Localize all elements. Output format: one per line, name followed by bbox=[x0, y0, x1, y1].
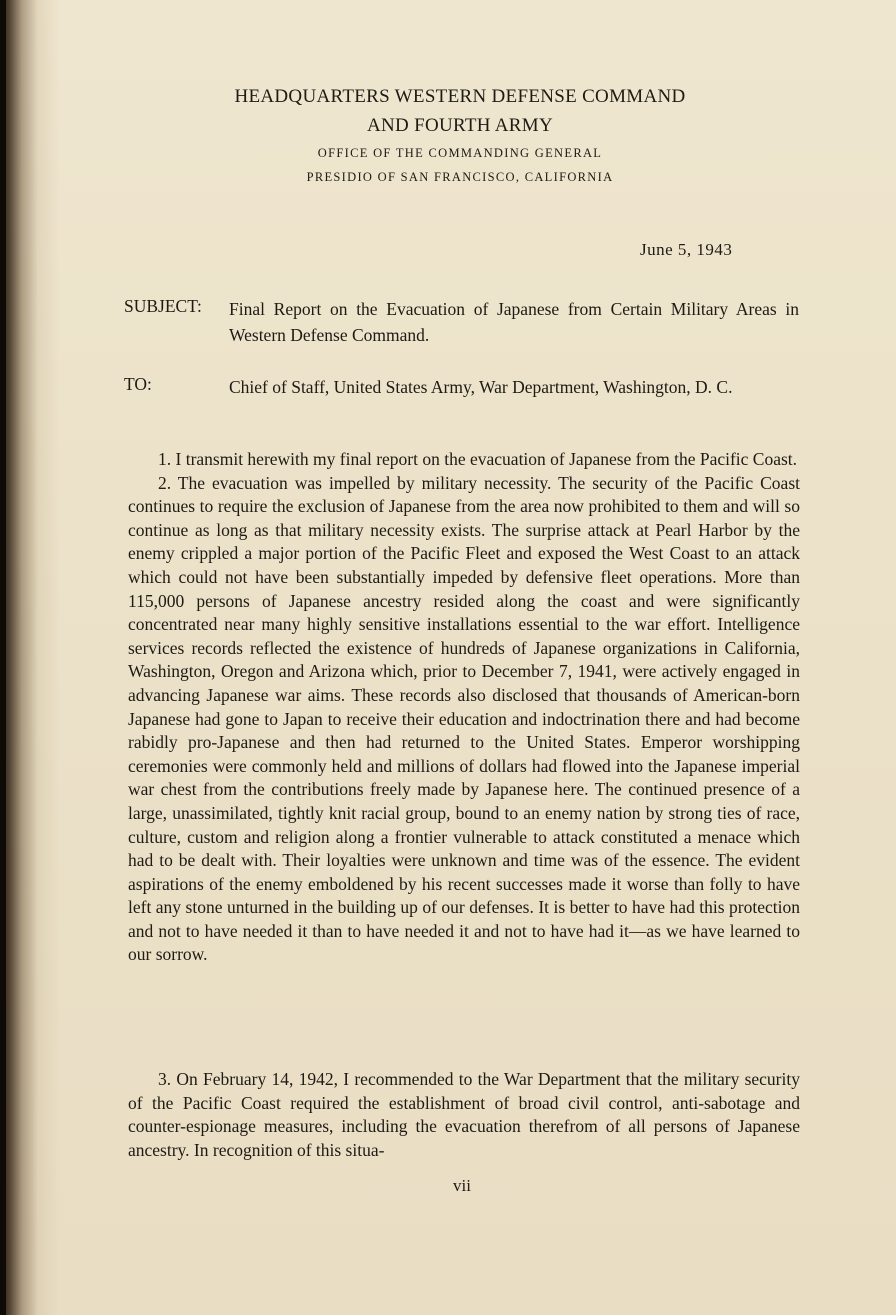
paragraph-1: 1. I transmit herewith my final report on the evacuation of Japanese from the Pacific Coast. bbox=[158, 449, 798, 469]
letterhead-line-1: HEADQUARTERS WESTERN DEFENSE COMMAND bbox=[234, 86, 686, 107]
to-text: Chief of Staff, United States Army, War Department, Washington, D. C. bbox=[229, 377, 733, 397]
paragraph-2: 2. The evacuation was impelled by military necessity. The security of the Pacific Coast continues to require the exclusion of Japanese from the area now prohibited to them and will so continue as long as that military necessity exists. The surprise attack at Pearl Harbor by the enemy crippled a major portion of the Pacific Fleet and exposed the West Coast to an attack which could not have been substantially impeded by defensive fleet operations. More than 115,000 persons of Japanese ancestry resided along the coast and were significantly concentrated near many highly sensitive installations essential to the war effort. Intelligence services records reflected the existence of hundreds of Japanese organizations in California, Washington, Oregon and Arizona which, prior to December 7, 1941, were actively engaged in advancing Japanese war aims. These records also disclosed that thousands of American-born Japanese had gone to Japan to receive their education and indoctrination there and had become rabidly pro-Japanese and then had returned to the United States. Emperor worshipping ceremonies were commonly held and millions of dollars had flowed into the Japanese imperial war chest from the contributions freely made by Japanese here. The continued presence of a large, unassimilated, tightly knit racial group, bound to an enemy nation by strong ties of race, culture, custom and religion along a frontier vulnerable to attack constituted a menace which had to be dealt with. Their loyalties were unknown and time was of the essence. The evident aspirations of the enemy emboldened by his recent successes made it worse than folly to have left any stone unturned in the building up of our defenses. It is better to have had this protection and not to have needed it than to have needed it and not to have had it—as we have learned to our sorrow. bbox=[128, 472, 800, 965]
body-text-continued bbox=[128, 1068, 800, 1162]
subject-label: SUBJECT: bbox=[124, 296, 202, 316]
subject-text: Final Report on the Evacuation of Japanese from Certain Military Areas in Western Defense Command. bbox=[229, 299, 799, 345]
letter-date: June 5, 1943 bbox=[640, 240, 733, 259]
body-text-main bbox=[128, 448, 800, 967]
page-number: vii bbox=[453, 1176, 471, 1195]
letterhead-line-2: AND FOURTH ARMY bbox=[367, 115, 553, 136]
letterhead-line-3: OFFICE OF THE COMMANDING GENERAL bbox=[317, 146, 603, 160]
to-label: TO: bbox=[124, 374, 152, 394]
book-spine-shadow bbox=[0, 0, 6, 1315]
letterhead-line-4: PRESIDIO OF SAN FRANCISCO, CALIFORNIA bbox=[306, 170, 614, 184]
paragraph-3: 3. On February 14, 1942, I recommended to the War Department that the military security of the Pacific Coast required the establishment of broad civil control, anti-sabotage and counter-espionage measures, including the evacuation therefrom of all persons of Japanese ancestry. In recognition of this situa- bbox=[128, 1069, 800, 1160]
